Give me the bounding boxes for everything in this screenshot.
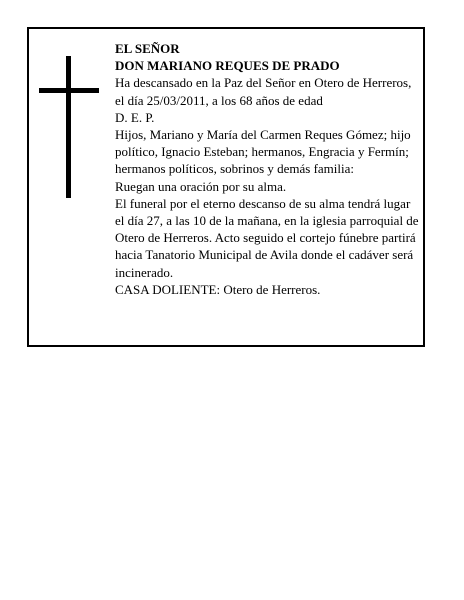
family-paragraph: Hijos, Mariano y María del Carmen Reques Gómez; hijo político, Ignacio Esteban; hermanos, Engracia y Fermín; hermanos políticos, sobrinos y demás familia: <box>115 127 411 177</box>
mourning-house-line: CASA DOLIENTE: Otero de Herreros. <box>115 281 321 297</box>
obituary-text <box>115 40 421 298</box>
cross-vertical-bar <box>66 56 71 198</box>
funeral-paragraph: El funeral por el eterno descanso de su alma tendrá lugar el día 27, a las 10 de la mañana, en la iglesia parroquial de Otero de Herreros. Acto seguido el cortejo fúnebre partirá hacia Tanatorio Municipal de Avila donde el cadáver será incinerado. <box>115 195 419 280</box>
obituary-notice <box>27 27 425 347</box>
heading-title: EL SEÑOR <box>115 41 180 56</box>
prayer-line: Ruegan una oración por su alma. <box>115 178 287 194</box>
latin-cross-icon <box>39 56 99 198</box>
dep-line: D. E. P. <box>115 109 155 125</box>
cross-horizontal-bar <box>39 88 99 93</box>
deceased-name: DON MARIANO REQUES DE PRADO <box>115 58 340 74</box>
rest-paragraph: Ha descansado en la Paz del Señor en Otero de Herreros, el día 25/03/2011, a los 68 años de edad <box>115 75 412 108</box>
